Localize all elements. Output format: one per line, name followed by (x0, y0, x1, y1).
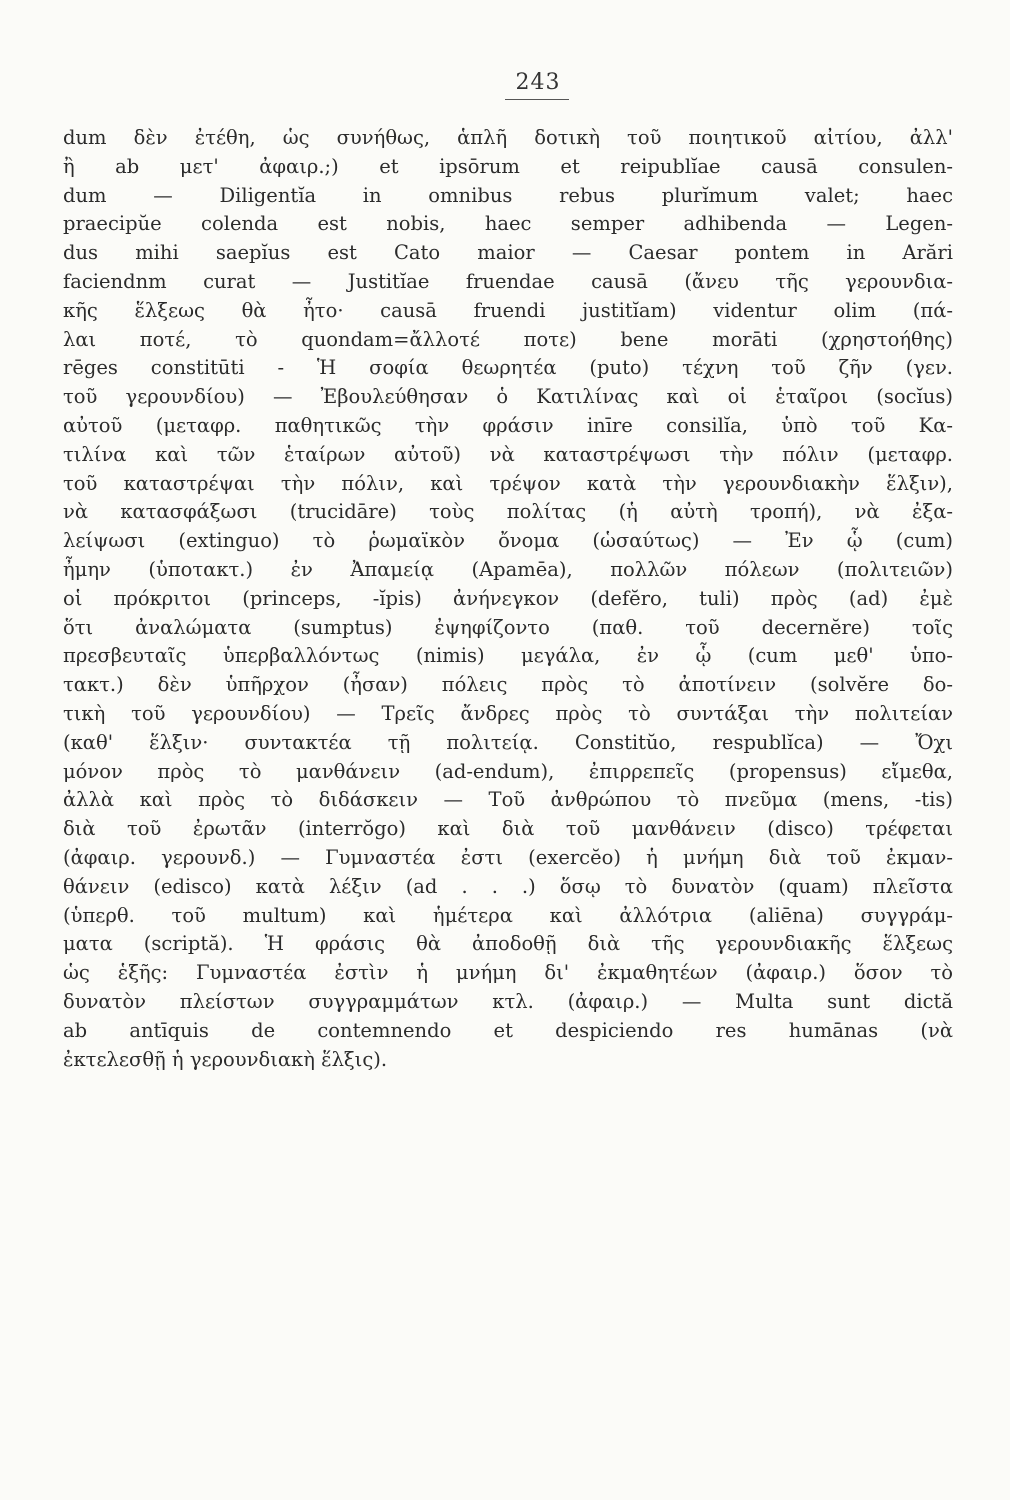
text-line: (ὑπερθ. τοῦ multum) καὶ ἡμέτερα καὶ ἀλλότρια (aliēna) συγγράμ- (63, 903, 953, 927)
text-line: ἀλλὰ καὶ πρὸς τὸ διδάσκειν — Τοῦ ἀνθρώπου τὸ πνεῦμα (mens, -tis) (63, 788, 953, 812)
text-line: πρεσβευταῖς ὑπερβαλλόντως (nimis) μεγάλα, ἐν ᾧ (cum μεθ' ὑπο- (63, 644, 953, 668)
text-line: τακτ.) δὲν ὑπῆρχον (ἦσαν) πόλεις πρὸς τὸ ἀποτίνειν (solvĕre δο- (63, 673, 953, 697)
text-line: ἦμην (ὑποτακτ.) ἐν Ἀπαμείᾳ (Apamēa), πολλῶν πόλεων (πολιτειῶν) (63, 557, 953, 581)
text-line: αὐτοῦ (μεταφρ. παθητικῶς τὴν φράσιν inīre consilĭa, ὑπὸ τοῦ Κα- (63, 413, 953, 437)
page-number: 243 (515, 70, 561, 95)
text-line: λείψωσι (extinguo) τὸ ῥωμαϊκὸν ὄνομα (ὡσαύτως) — Ἐν ᾧ (cum) (63, 529, 953, 553)
text-line: faciendnm curat — Justitĭae fruendae causā (ἄνευ τῆς γερουνδια- (63, 269, 953, 293)
text-line: οἱ πρόκριτοι (princeps, -ĭpis) ἀνήνεγκον (defĕro, tuli) πρὸς (ad) ἐμὲ (63, 586, 953, 610)
text-line: ματα (scriptă). Ἡ φράσις θὰ ἀποδοθῇ διὰ τῆς γερουνδιακῆς ἕλξεως (63, 932, 953, 956)
text-line: ὅτι ἀναλώματα (sumptus) ἐψηφίζοντο (παθ. τοῦ decernĕre) τοῖς (63, 615, 953, 639)
text-line: (καθ' ἕλξιν· συντακτέα τῇ πολιτείᾳ. Constitŭo, respublĭca) — Ὄχι (63, 730, 953, 754)
text-line: νὰ κατασφάξωσι (trucidāre) τοὺς πολίτας (ἡ αὐτὴ τροπή), νὰ ἐξα- (63, 500, 953, 524)
text-line: ab antīquis de contemnendo et despiciendo res humānas (νὰ (63, 1018, 953, 1042)
text-line: θάνειν (edisco) κατὰ λέξιν (ad . . .) ὅσῳ τὸ δυνατὸν (quam) πλεῖστα (63, 874, 953, 898)
text-line: τοῦ καταστρέψαι τὴν πόλιν, καὶ τρέψον κατὰ τὴν γερουνδιακὴν ἕλξιν), (63, 471, 953, 495)
text-line: τιλίνα καὶ τῶν ἑταίρων αὐτοῦ) νὰ καταστρέψωσι τὴν πόλιν (μεταφρ. (63, 442, 953, 466)
text-line: ἐκτελεσθῇ ἡ γερουνδιακὴ ἕλξις). (63, 1047, 388, 1071)
text-line: κῆς ἕλξεως θὰ ἦτο· causā fruendi justitĭam) videntur olim (πά- (63, 298, 953, 322)
text-line: dum — Diligentĭa in omnibus rebus plurĭmum valet; haec (63, 183, 953, 207)
text-line: dum δὲν ἐτέθη, ὡς συνήθως, ἁπλῆ δοτικὴ τοῦ ποιητικοῦ αἰτίου, ἀλλ' (63, 126, 953, 149)
text-line: ὡς ἑξῆς: Γυμναστέα ἐστὶν ἡ μνήμη δι' ἐκμαθητέων (ἀφαιρ.) ὅσον τὸ (63, 961, 953, 985)
text-line: λαι ποτέ, τὸ quondam=ἄλλοτέ ποτε) bene morāti (χρηστοήθης) (63, 327, 953, 351)
text-line: τικὴ τοῦ γερουνδίου) — Τρεῖς ἄνδρες πρὸς τὸ συντάξαι τὴν πολιτείαν (63, 701, 953, 725)
body-text (63, 124, 953, 1074)
text-line: dus mihi saepĭus est Cato maior — Caesar pontem in Arări (63, 241, 953, 265)
text-line: τοῦ γερουνδίου) — Ἐβουλεύθησαν ὁ Κατιλίνας καὶ οἱ ἑταῖροι (socĭus) (63, 385, 953, 409)
page-number-rule (505, 99, 569, 100)
text-line: (ἀφαιρ. γερουνδ.) — Γυμναστέα ἐστι (exercĕo) ἡ μνήμη διὰ τοῦ ἐκμαν- (63, 845, 953, 869)
text-line: δυνατὸν πλείστων συγγραμμάτων κτλ. (ἀφαιρ.) — Multa sunt dictă (63, 989, 953, 1013)
text-line: ἢ ab μετ' ἀφαιρ.;) et ipsōrum et reipublĭae causā consulen- (63, 154, 953, 178)
text-line: rēges constitūti - Ἡ σοφία θεωρητέα (puto) τέχνη τοῦ ζῆν (γεν. (63, 356, 953, 380)
text-line: praecipŭe colenda est nobis, haec semper adhibenda — Legen- (63, 212, 953, 236)
text-line: μόνον πρὸς τὸ μανθάνειν (ad-endum), ἐπιρρεπεῖς (propensus) εἴμεθα, (63, 759, 953, 783)
text-line: διὰ τοῦ ἐρωτᾶν (interrŏgo) καὶ διὰ τοῦ μανθάνειν (disco) τρέφεται (63, 817, 953, 841)
